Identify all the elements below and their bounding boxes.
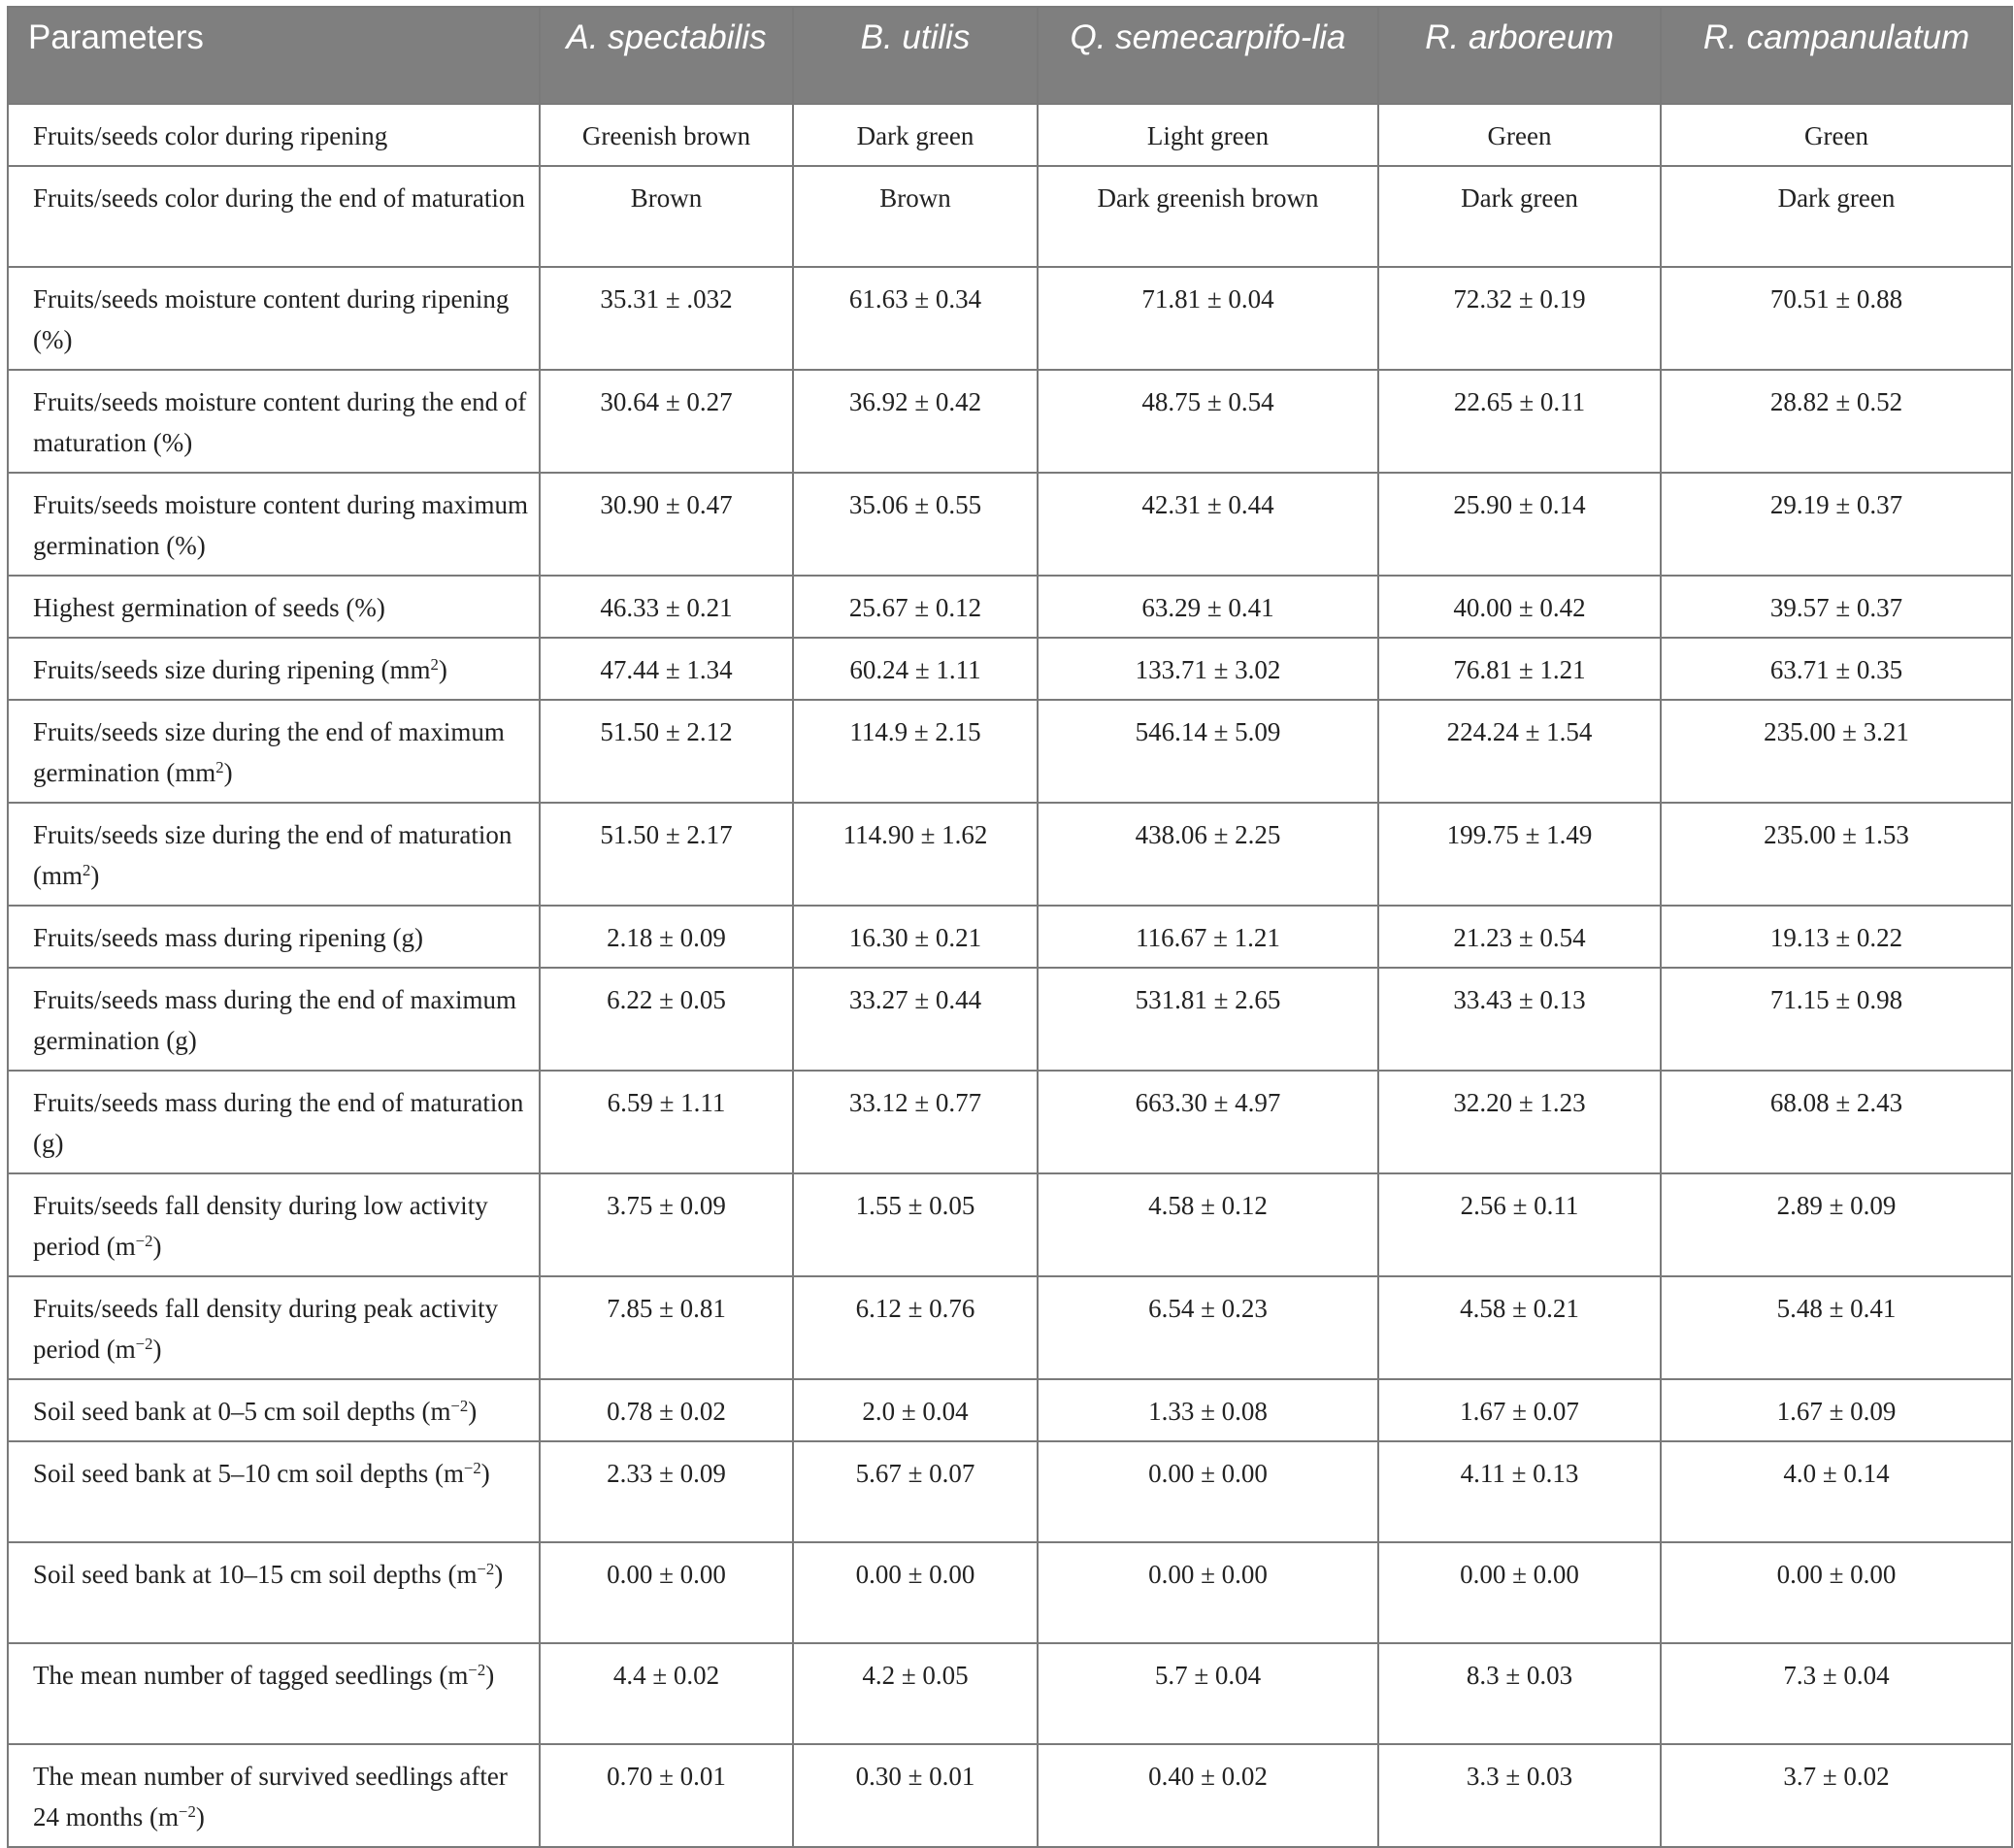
value-cell: 133.71 ± 3.02 <box>1038 638 1378 700</box>
value-cell: 199.75 ± 1.49 <box>1378 803 1661 906</box>
value-cell: 63.71 ± 0.35 <box>1661 638 2012 700</box>
table-row <box>8 1744 2012 1847</box>
value-cell: 30.90 ± 0.47 <box>540 473 793 576</box>
value-cell: Dark green <box>793 104 1038 166</box>
value-cell: 0.70 ± 0.01 <box>540 1744 793 1847</box>
value-cell: 71.81 ± 0.04 <box>1038 267 1378 370</box>
value-cell: Green <box>1661 104 2012 166</box>
value-cell: 4.58 ± 0.21 <box>1378 1276 1661 1379</box>
value-cell: 0.00 ± 0.00 <box>1661 1542 2012 1643</box>
parameter-label: The mean number of survived seedlings after 24 months ( <box>33 1762 508 1832</box>
parameter-cell <box>8 370 540 473</box>
value-cell: 33.12 ± 0.77 <box>793 1071 1038 1173</box>
value-cell: 28.82 ± 0.52 <box>1661 370 2012 473</box>
value-cell: 663.30 ± 4.97 <box>1038 1071 1378 1173</box>
value-cell: 2.89 ± 0.09 <box>1661 1173 2012 1276</box>
parameter-cell <box>8 104 540 166</box>
parameter-cell: Soil seed bank at 10–15 cm soil depths $(m^{-2})$ <box>8 1542 540 1643</box>
table-row <box>8 267 2012 370</box>
value-cell: 0.00 ± 0.00 <box>1378 1542 1661 1643</box>
value-cell: 438.06 ± 2.25 <box>1038 803 1378 906</box>
value-cell: 2.0 ± 0.04 <box>793 1379 1038 1441</box>
parameter-cell <box>8 473 540 576</box>
value-cell: 35.31 ± .032 <box>540 267 793 370</box>
value-cell: 0.00 ± 0.00 <box>793 1542 1038 1643</box>
parameter-cell: Soil seed bank at 0–5 cm soil depths $(m^{-2})$ <box>8 1379 540 1441</box>
value-cell: 0.78 ± 0.02 <box>540 1379 793 1441</box>
parameter-label: Fruits/seeds moisture content during the end of maturation (%) <box>33 387 527 457</box>
parameter-cell: Fruits/seeds fall density during peak activity period $(m^{-2})$ <box>8 1276 540 1379</box>
value-cell: 25.67 ± 0.12 <box>793 576 1038 638</box>
table-row <box>8 1173 2012 1276</box>
value-cell: 2.18 ± 0.09 <box>540 906 793 968</box>
parameter-label: Fruits/seeds size during ripening ( <box>33 655 390 684</box>
value-cell: 42.31 ± 0.44 <box>1038 473 1378 576</box>
value-cell: 8.3 ± 0.03 <box>1378 1643 1661 1744</box>
parameter-label: Soil seed bank at 0–5 cm soil depths ( <box>33 1397 431 1426</box>
value-cell: 6.12 ± 0.76 <box>793 1276 1038 1379</box>
parameter-unit: m <box>443 1459 464 1488</box>
value-cell: 33.27 ± 0.44 <box>793 968 1038 1071</box>
value-cell: 21.23 ± 0.54 <box>1378 906 1661 968</box>
value-cell: 2.33 ± 0.09 <box>540 1441 793 1542</box>
value-cell: 51.50 ± 2.17 <box>540 803 793 906</box>
parameter-unit: m <box>158 1802 180 1832</box>
value-cell: 224.24 ± 1.54 <box>1378 700 1661 803</box>
value-cell: Dark green <box>1378 166 1661 267</box>
table-row <box>8 700 2012 803</box>
value-cell: 71.15 ± 0.98 <box>1661 968 2012 1071</box>
header-species: Q. semecarpifo-lia <box>1038 7 1378 104</box>
parameter-label: Soil seed bank at 10–15 cm soil depths ( <box>33 1560 457 1589</box>
table-row <box>8 1071 2012 1173</box>
unit-exponent: −2 <box>463 1458 481 1477</box>
header-species: A. spectabilis <box>540 7 793 104</box>
value-cell: 51.50 ± 2.12 <box>540 700 793 803</box>
table-row <box>8 906 2012 968</box>
parameter-cell: The mean number of tagged seedlings $(m^{-2})$ <box>8 1643 540 1744</box>
parameter-cell: The mean number of survived seedlings after 24 months $(m^{-2})$ <box>8 1744 540 1847</box>
value-cell: 72.32 ± 0.19 <box>1378 267 1661 370</box>
value-cell: 235.00 ± 1.53 <box>1661 803 2012 906</box>
parameter-cell <box>8 166 540 267</box>
parameter-label: Fruits/seeds size during the end of maximum germination ( <box>33 717 505 787</box>
parameter-cell <box>8 906 540 968</box>
table-row <box>8 166 2012 267</box>
table-row <box>8 1643 2012 1744</box>
value-cell: 70.51 ± 0.88 <box>1661 267 2012 370</box>
value-cell: 2.56 ± 0.11 <box>1378 1173 1661 1276</box>
parameter-label: Fruits/seeds mass during the end of maturation (g) <box>33 1088 524 1158</box>
value-cell: 6.59 ± 1.11 <box>540 1071 793 1173</box>
value-cell: 1.67 ± 0.09 <box>1661 1379 2012 1441</box>
value-cell: 29.19 ± 0.37 <box>1661 473 2012 576</box>
parameter-cell: Fruits/seeds fall density during low activity period $(m^{-2})$ <box>8 1173 540 1276</box>
value-cell: 22.65 ± 0.11 <box>1378 370 1661 473</box>
parameter-label: Fruits/seeds color during the end of maturation <box>33 183 525 213</box>
value-cell: 3.7 ± 0.02 <box>1661 1744 2012 1847</box>
parameter-unit: m <box>430 1397 451 1426</box>
parameter-unit: mm <box>389 655 431 684</box>
value-cell: 1.55 ± 0.05 <box>793 1173 1038 1276</box>
table-row <box>8 1276 2012 1379</box>
parameter-cell <box>8 267 540 370</box>
unit-exponent: 2 <box>430 654 439 674</box>
unit-exponent: −2 <box>135 1334 153 1353</box>
header-parameters: Parameters <box>8 7 540 104</box>
value-cell: 1.67 ± 0.07 <box>1378 1379 1661 1441</box>
parameter-label: Fruits/seeds moisture content during maximum germination (%) <box>33 490 528 560</box>
table-body <box>8 104 2012 1847</box>
table-row <box>8 1379 2012 1441</box>
value-cell: Dark green <box>1661 166 2012 267</box>
value-cell: 0.00 ± 0.00 <box>540 1542 793 1643</box>
value-cell: 7.85 ± 0.81 <box>540 1276 793 1379</box>
table-row <box>8 104 2012 166</box>
parameter-unit: m <box>115 1232 136 1261</box>
parameter-cell: Soil seed bank at 5–10 cm soil depths $(m^{-2})$ <box>8 1441 540 1542</box>
parameter-unit: m <box>115 1335 136 1364</box>
header-row <box>8 7 2012 104</box>
parameter-cell: Fruits/seeds size during the end of maturation $(mm^2)$ <box>8 803 540 906</box>
value-cell: 68.08 ± 2.43 <box>1661 1071 2012 1173</box>
table-row <box>8 1441 2012 1542</box>
value-cell: 35.06 ± 0.55 <box>793 473 1038 576</box>
value-cell: 0.00 ± 0.00 <box>1038 1542 1378 1643</box>
parameter-label: The mean number of tagged seedlings ( <box>33 1661 448 1690</box>
unit-exponent: −2 <box>477 1559 495 1578</box>
unit-exponent: −2 <box>468 1660 486 1679</box>
value-cell: 48.75 ± 0.54 <box>1038 370 1378 473</box>
parameter-label: Fruits/seeds mass during the end of maximum germination (g) <box>33 985 516 1055</box>
value-cell: 4.4 ± 0.02 <box>540 1643 793 1744</box>
value-cell: 32.20 ± 1.23 <box>1378 1071 1661 1173</box>
header-species: R. campanulatum <box>1661 7 2012 104</box>
value-cell: 6.22 ± 0.05 <box>540 968 793 1071</box>
value-cell: 235.00 ± 3.21 <box>1661 700 2012 803</box>
value-cell: 30.64 ± 0.27 <box>540 370 793 473</box>
value-cell: 25.90 ± 0.14 <box>1378 473 1661 576</box>
parameter-cell: Fruits/seeds size during ripening $(mm^2)$ <box>8 638 540 700</box>
data-table-container <box>7 6 2013 1848</box>
parameter-label: Soil seed bank at 5–10 cm soil depths ( <box>33 1459 444 1488</box>
value-cell: 47.44 ± 1.34 <box>540 638 793 700</box>
value-cell: 16.30 ± 0.21 <box>793 906 1038 968</box>
parameter-label: Highest germination of seeds (%) <box>33 593 385 622</box>
parameter-cell <box>8 1071 540 1173</box>
value-cell: 116.67 ± 1.21 <box>1038 906 1378 968</box>
value-cell: 5.48 ± 0.41 <box>1661 1276 2012 1379</box>
value-cell: 546.14 ± 5.09 <box>1038 700 1378 803</box>
value-cell: 114.9 ± 2.15 <box>793 700 1038 803</box>
value-cell: 60.24 ± 1.11 <box>793 638 1038 700</box>
value-cell: 1.33 ± 0.08 <box>1038 1379 1378 1441</box>
value-cell: 531.81 ± 2.65 <box>1038 968 1378 1071</box>
value-cell: Light green <box>1038 104 1378 166</box>
value-cell: 0.30 ± 0.01 <box>793 1744 1038 1847</box>
value-cell: 5.67 ± 0.07 <box>793 1441 1038 1542</box>
value-cell: 63.29 ± 0.41 <box>1038 576 1378 638</box>
parameter-cell: Fruits/seeds size during the end of maximum germination $(mm^2)$ <box>8 700 540 803</box>
unit-exponent: −2 <box>179 1801 196 1821</box>
value-cell: Greenish brown <box>540 104 793 166</box>
value-cell: 3.75 ± 0.09 <box>540 1173 793 1276</box>
value-cell: 114.90 ± 1.62 <box>793 803 1038 906</box>
value-cell: 36.92 ± 0.42 <box>793 370 1038 473</box>
value-cell: 0.00 ± 0.00 <box>1038 1441 1378 1542</box>
parameters-table <box>7 6 2013 1848</box>
unit-exponent: 2 <box>83 860 91 879</box>
value-cell: Brown <box>540 166 793 267</box>
parameter-label: Fruits/seeds size during the end of maturation ( <box>33 820 512 890</box>
header-species: R. arboreum <box>1378 7 1661 104</box>
value-cell: 46.33 ± 0.21 <box>540 576 793 638</box>
parameter-unit: mm <box>42 861 83 890</box>
parameter-cell <box>8 968 540 1071</box>
unit-exponent: −2 <box>450 1396 469 1415</box>
value-cell: 39.57 ± 0.37 <box>1661 576 2012 638</box>
unit-exponent: 2 <box>215 757 224 776</box>
header-species: B. utilis <box>793 7 1038 104</box>
value-cell: 33.43 ± 0.13 <box>1378 968 1661 1071</box>
table-row <box>8 1542 2012 1643</box>
value-cell: 3.3 ± 0.03 <box>1378 1744 1661 1847</box>
value-cell: 6.54 ± 0.23 <box>1038 1276 1378 1379</box>
value-cell: Dark greenish brown <box>1038 166 1378 267</box>
table-row <box>8 473 2012 576</box>
table-row <box>8 638 2012 700</box>
parameter-unit: m <box>447 1661 469 1690</box>
value-cell: 40.00 ± 0.42 <box>1378 576 1661 638</box>
table-row <box>8 803 2012 906</box>
table-row <box>8 576 2012 638</box>
value-cell: 5.7 ± 0.04 <box>1038 1643 1378 1744</box>
value-cell: Brown <box>793 166 1038 267</box>
parameter-label: Fruits/seeds fall density during peak activity period ( <box>33 1294 499 1364</box>
table-row <box>8 968 2012 1071</box>
table-row <box>8 370 2012 473</box>
value-cell: 7.3 ± 0.04 <box>1661 1643 2012 1744</box>
parameter-unit: mm <box>175 758 216 787</box>
parameter-label: Fruits/seeds color during ripening <box>33 121 388 150</box>
value-cell: 4.58 ± 0.12 <box>1038 1173 1378 1276</box>
parameter-label: Fruits/seeds moisture content during ripening (%) <box>33 284 510 354</box>
parameter-label: Fruits/seeds mass during ripening (g) <box>33 923 423 952</box>
value-cell: 61.63 ± 0.34 <box>793 267 1038 370</box>
value-cell: 4.11 ± 0.13 <box>1378 1441 1661 1542</box>
value-cell: 0.40 ± 0.02 <box>1038 1744 1378 1847</box>
parameter-cell <box>8 576 540 638</box>
value-cell: 76.81 ± 1.21 <box>1378 638 1661 700</box>
parameter-unit: m <box>456 1560 478 1589</box>
value-cell: Green <box>1378 104 1661 166</box>
value-cell: 4.2 ± 0.05 <box>793 1643 1038 1744</box>
value-cell: 4.0 ± 0.14 <box>1661 1441 2012 1542</box>
parameter-label: Fruits/seeds fall density during low activity period ( <box>33 1191 488 1261</box>
unit-exponent: −2 <box>135 1231 153 1250</box>
value-cell: 19.13 ± 0.22 <box>1661 906 2012 968</box>
